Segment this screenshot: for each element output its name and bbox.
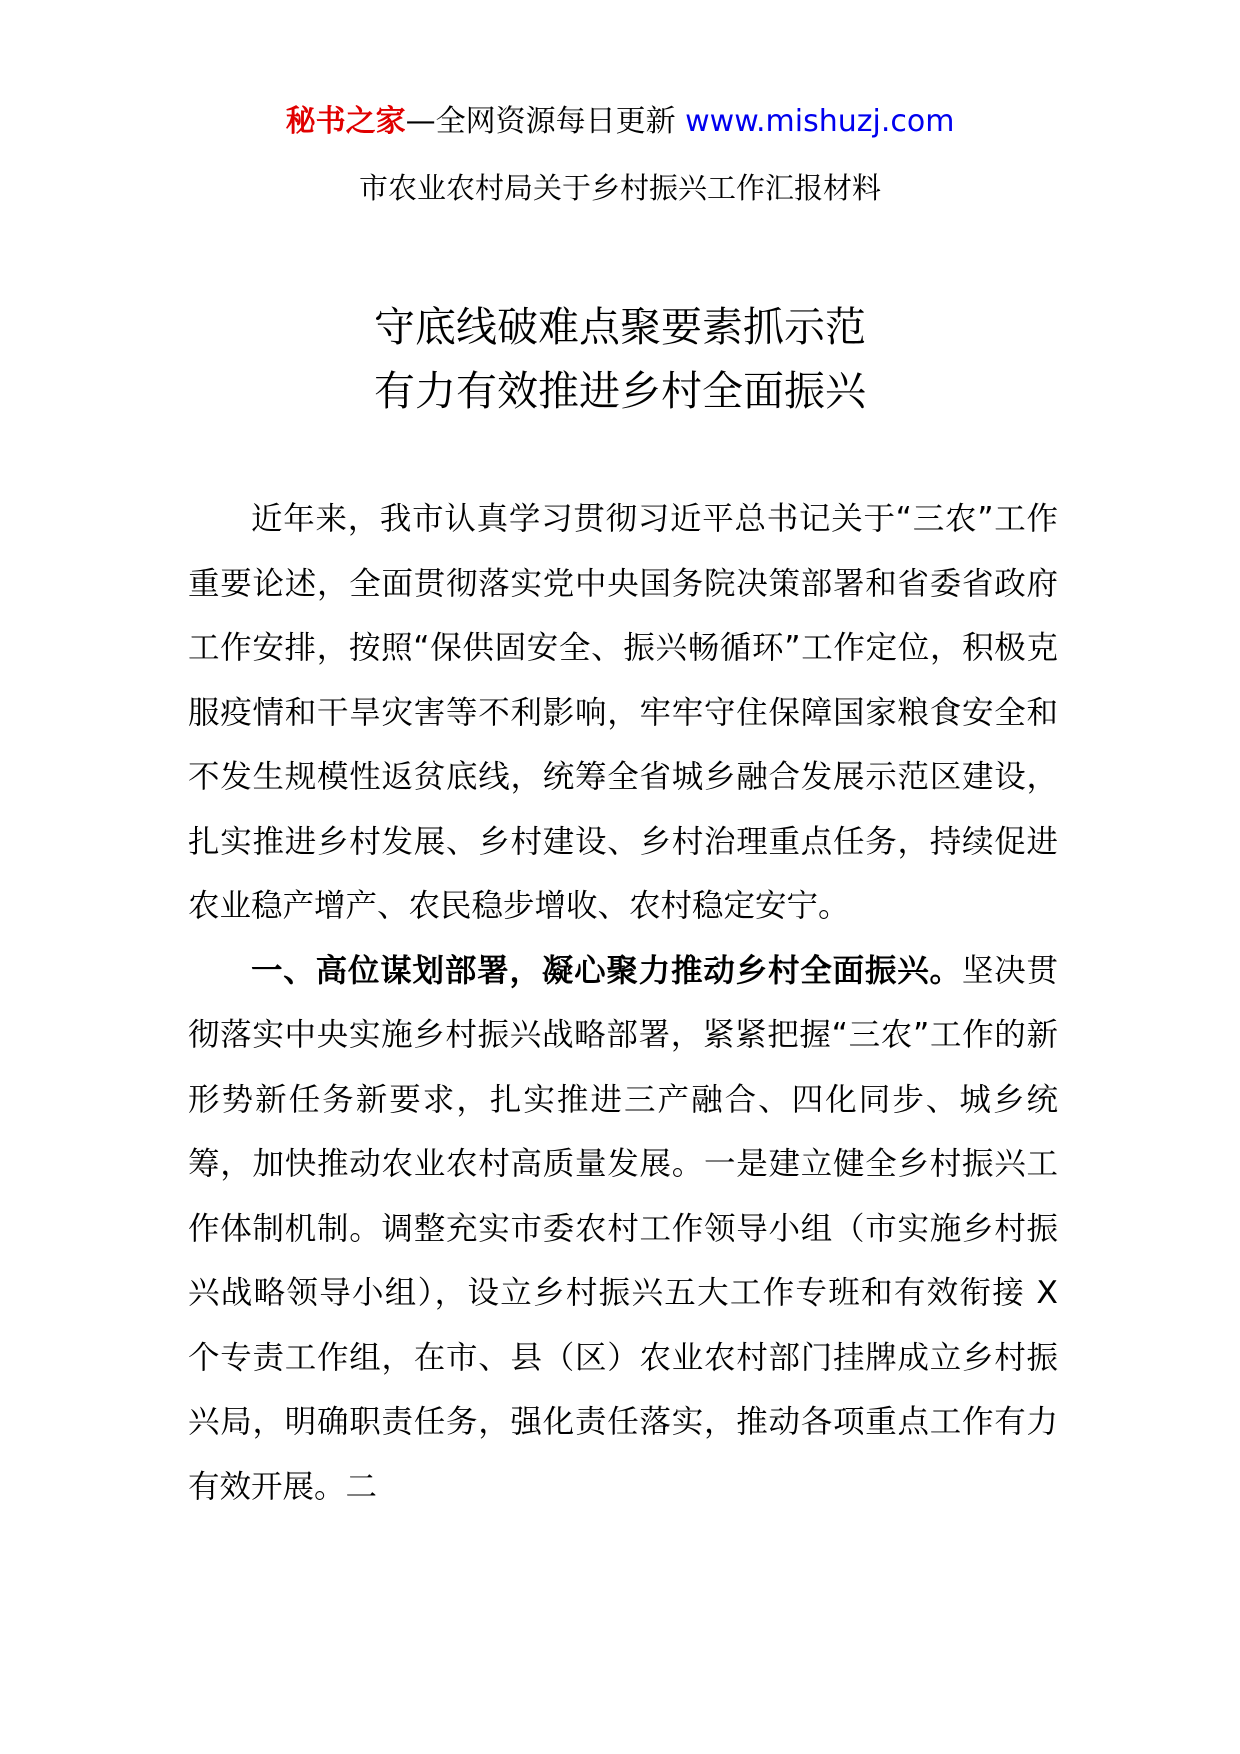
section-1-paragraph <box>188 939 1058 1520</box>
header-slogan: —全网资源每日更新 <box>405 104 676 139</box>
brand-name: 秘书之家 <box>285 104 406 139</box>
document-body <box>188 487 1058 1519</box>
site-header <box>0 100 1240 144</box>
section-1-heading: 一、高位谋划部署，凝心聚力推动乡村全面振兴。 <box>251 952 962 989</box>
section-1-text: 坚决贯彻落实中央实施乡村振兴战略部署，紧紧把握“三农”工作的新形势新任务新要求，扎实推进三产融合、四化同步、城乡统筹，加快推动农业农村高质量发展。一是建立健全乡村振兴工作体制机制。调整充实市委农村工作领导小组（市实施乡村振兴战略领导小组），设立乡村振兴五大工作专班和有效衔接 X 个专责工作组，在市、县（区）农业农村部门挂牌成立乡村振兴局，明确职责任务，强化责任落实，推动各项重点工作有力有效开展。二 <box>188 952 1058 1505</box>
title-line-2: 有力有效推进乡村全面振兴 <box>374 367 866 415</box>
document-subtitle: 市农业农村局关于乡村振兴工作汇报材料 <box>358 171 881 205</box>
site-url-link[interactable]: www.mishuzj.com <box>685 104 955 139</box>
intro-paragraph: 近年来，我市认真学习贯彻习近平总书记关于“三农”工作重要论述，全面贯彻落实党中央国务院决策部署和省委省政府工作安排，按照“保供固安全、振兴畅循环”工作定位，积极克服疫情和干旱灾害等不利影响，牢牢守住保障国家粮食安全和不发生规模性返贫底线，统筹全省城乡融合发展示范区建设，扎实推进乡村发展、乡村建设、乡村治理重点任务，持续促进农业稳产增产、农民稳步增收、农村稳定安宁。 <box>188 501 1058 924</box>
document-title <box>0 295 1240 423</box>
title-line-1: 守底线破难点聚要素抓示范 <box>374 303 866 351</box>
